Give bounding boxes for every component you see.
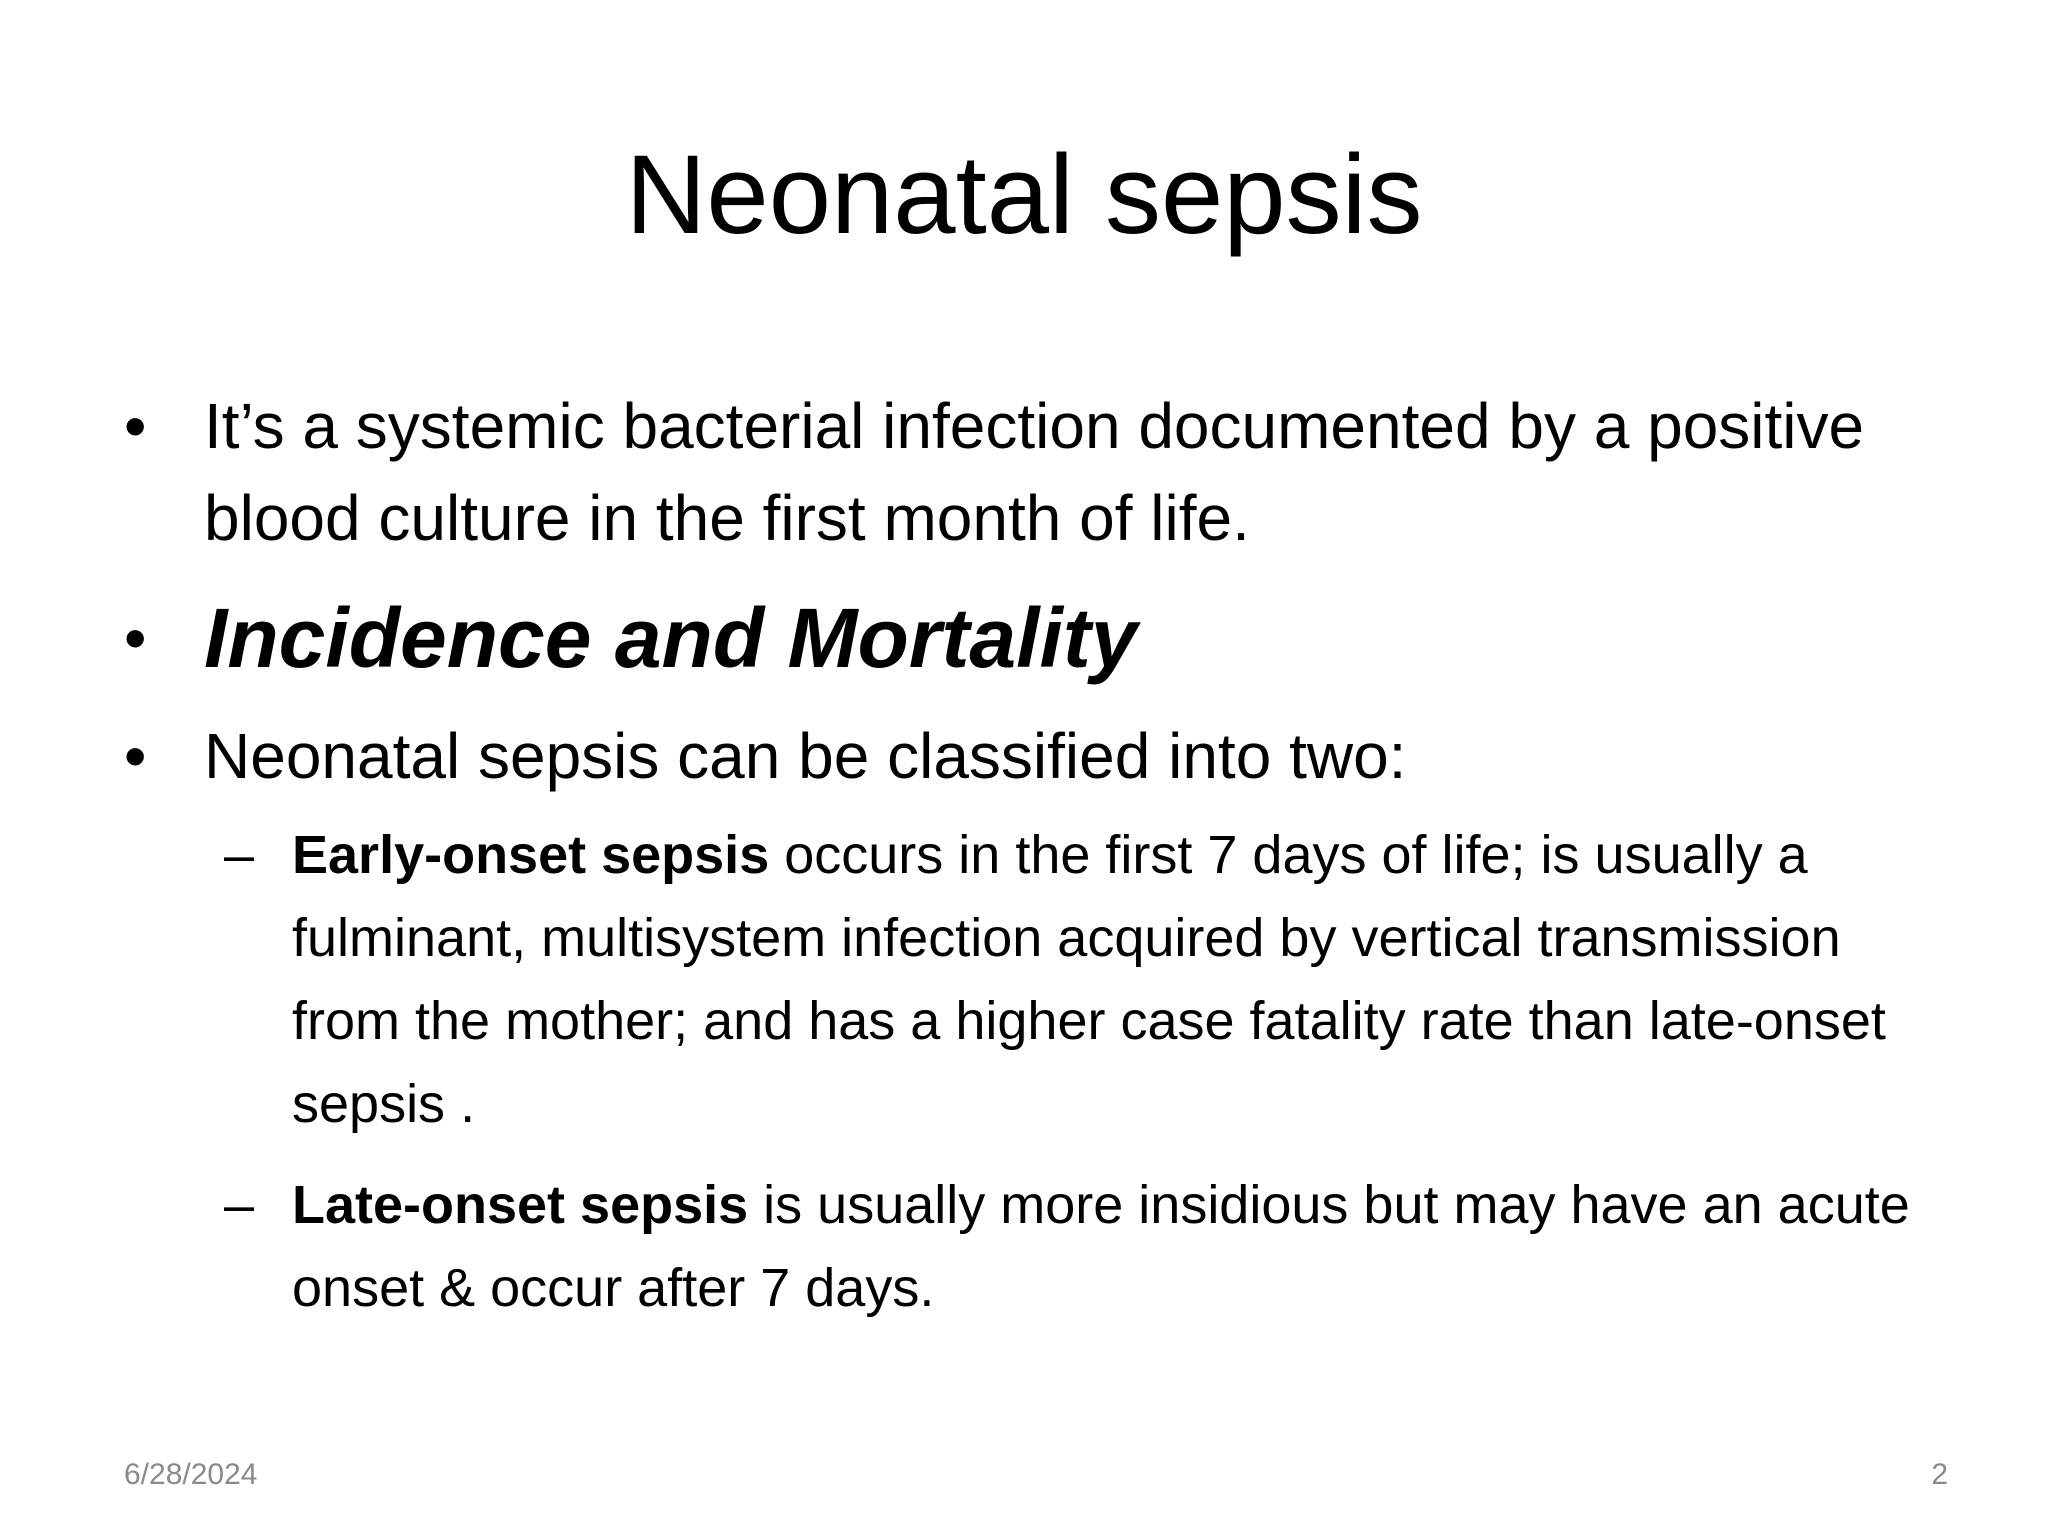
bullet-definition xyxy=(124,380,1914,564)
footer-date: 6/28/2024 xyxy=(124,1458,258,1491)
term-late-onset: Late-onset sepsis xyxy=(292,1175,749,1235)
sub-bullet-text: occurs in the first 7 days of life; is usually a fulminant, multisystem infection acquired by vertical transmission from the mother; and has a higher case fatality rate than late-onset sepsis . xyxy=(292,825,1886,1134)
bullet-marker: • xyxy=(124,390,147,462)
dash-marker: – xyxy=(224,825,255,885)
term-early-onset: Early-onset sepsis xyxy=(292,825,770,885)
slide-number: 2 xyxy=(1931,1458,1948,1491)
bullet-incidence-heading xyxy=(124,578,1914,698)
dash-marker: – xyxy=(224,1175,255,1235)
slide-title: Neonatal sepsis xyxy=(625,132,1423,257)
sub-bullet-text: is usually more insidious but may have an acute onset & occur after 7 days. xyxy=(292,1175,1910,1318)
bullet-classification xyxy=(124,710,1914,802)
sub-bullet-early-onset xyxy=(124,814,1914,1146)
sub-bullet-late-onset xyxy=(124,1164,1914,1330)
bullet-marker: • xyxy=(124,720,147,792)
slide-body xyxy=(124,380,1914,1330)
bullet-marker: • xyxy=(124,602,147,674)
bullet-text: Neonatal sepsis can be classified into two: xyxy=(204,720,1407,792)
bullet-text: Incidence and Mortality xyxy=(204,591,1138,685)
bullet-text: It’s a systemic bacterial infection documented by a positive blood culture in the first month of life. xyxy=(204,390,1865,554)
